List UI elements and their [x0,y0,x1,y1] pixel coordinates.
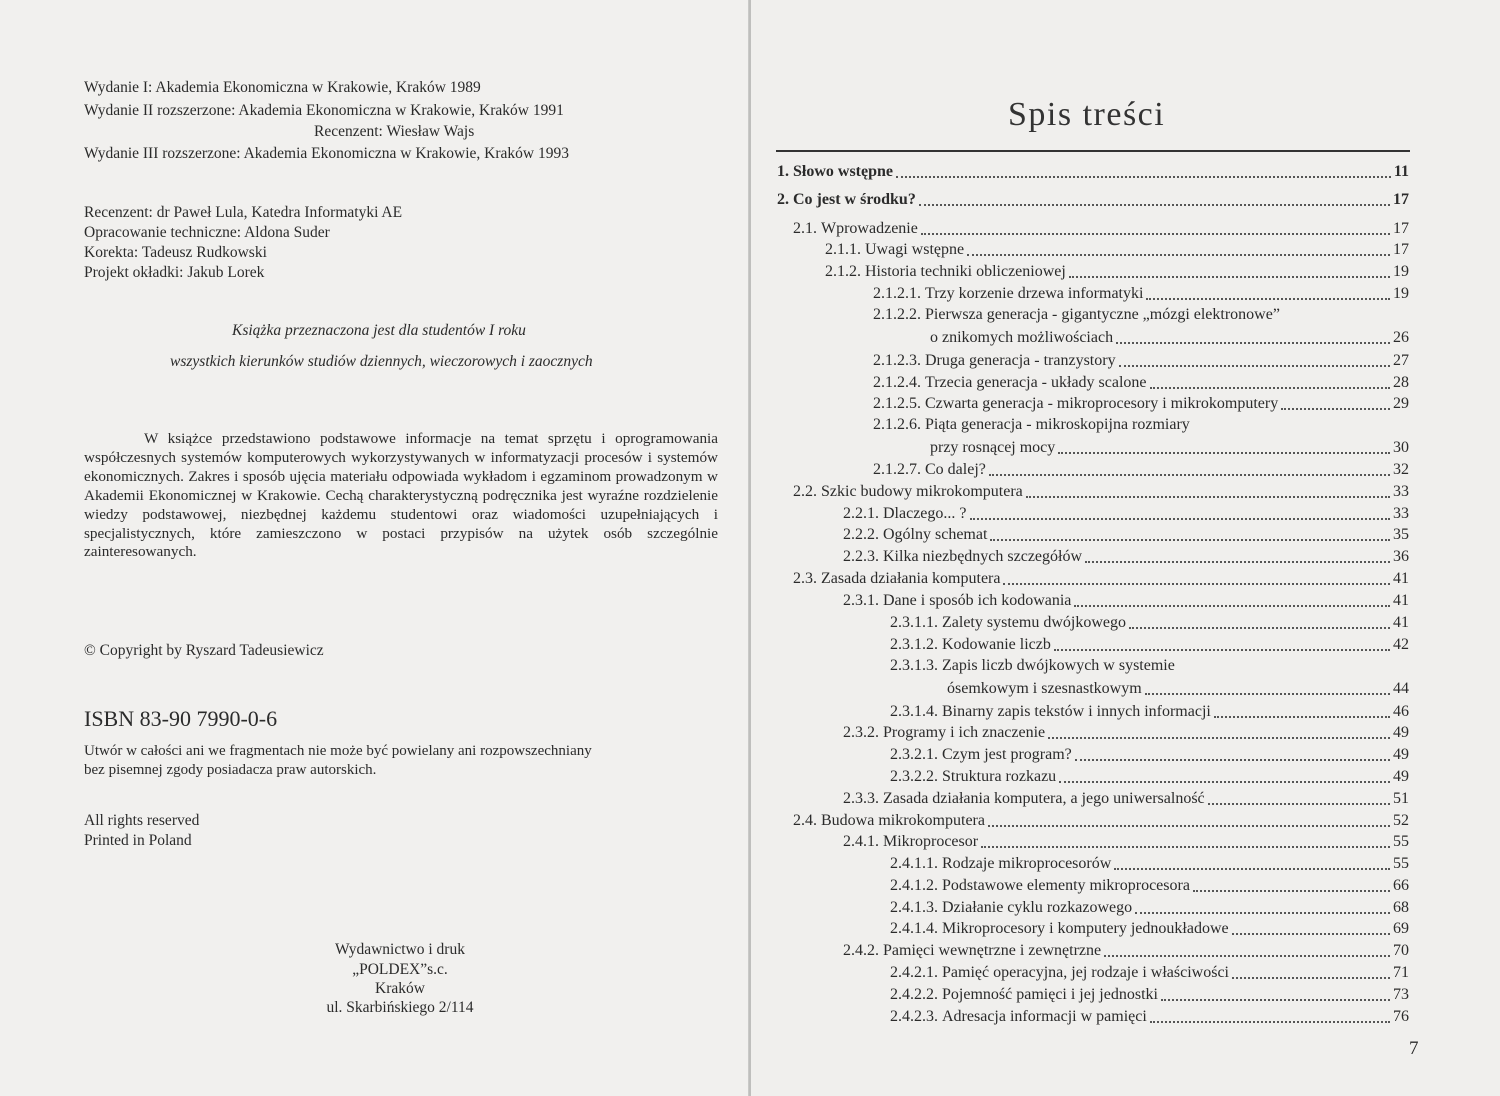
toc-entry-number: 2.3.2.1. [890,746,942,763]
toc-entry-title: Słowo wstępne [793,163,894,180]
toc-title: Spis treści [1008,96,1166,133]
toc-entry [873,371,1409,393]
toc-entry [843,721,1409,743]
edition-1: Wydanie I: Akademia Ekonomiczna w Krakowie, Kraków 1989 [84,79,481,96]
toc-entry-number: 2.4.2.2. [890,986,942,1003]
toc-page-number: 70 [1393,942,1409,959]
toc-leader-dots [1104,955,1390,957]
toc-leader-dots [1114,868,1390,870]
toc-entry [890,852,1409,874]
toc-entry-continuation: przy rosnącej mocy [930,439,1056,456]
toc-entry-title: Binarny zapis tekstów i innych informacji [942,703,1211,720]
toc-entry-title: Pamięć operacyjna, jej rodzaje i właściwości [942,964,1229,981]
toc-entry-number: 2.3. [793,570,821,587]
toc-leader-dots [1135,912,1390,914]
toc-page-number: 32 [1393,461,1409,478]
toc-page-number: 76 [1393,1008,1409,1025]
toc-page-number: 73 [1393,986,1409,1003]
toc-entry-title: Trzecia generacja - układy scalone [925,374,1147,391]
toc-entry-number: 2.1.2.1. [873,285,925,302]
toc-entry-title: Trzy korzenie drzewa informatyki [925,285,1144,302]
toc-page-number: 55 [1393,855,1409,872]
toc-entry-number: 2.1.2.7. [873,461,925,478]
toc-entry [843,830,1409,852]
toc-entry-number: 2.2. [793,483,821,500]
toc-entry [890,633,1409,655]
toc-leader-dots [1069,276,1390,278]
toc-entry [930,326,1409,348]
toc-entry-title: Kodowanie liczb [942,636,1051,653]
toc-entry-number: 2.3.1. [843,592,883,609]
toc-page-number: 41 [1393,592,1409,609]
toc-entry-title: Dane i sposób ich kodowania [883,592,1072,609]
credit-cover: Projekt okładki: Jakub Lorek [84,264,265,281]
toc-leader-dots [1003,583,1390,585]
toc-page-number: 49 [1393,768,1409,785]
toc-leader-dots [1116,342,1390,344]
toc-entry-title: Historia techniki obliczeniowej [865,263,1066,280]
toc-leader-dots [1048,737,1390,739]
toc-entry [873,458,1409,480]
toc-leader-dots [1059,781,1390,783]
audience-line-1: Książka przeznaczona jest dla studentów I roku [232,322,526,339]
edition-2: Wydanie II rozszerzone: Akademia Ekonomiczna w Krakowie, Kraków 1991 [84,102,564,119]
toc-entry-title: Wprowadzenie [821,220,918,237]
toc-entry [890,765,1409,787]
toc-page-number: 29 [1393,395,1409,412]
toc-entry-number: 2.2.1. [843,505,883,522]
toc-entry-number: 1. [777,163,793,180]
toc-leader-dots [1208,803,1390,805]
toc-entry-title: Rodzaje mikroprocesorów [942,855,1112,872]
toc-page-number: 51 [1393,790,1409,807]
toc-page-number: 52 [1393,812,1409,829]
toc-entry-title: Budowa mikrokomputera [821,812,985,829]
toc-entry-number: 2.1.2.4. [873,374,925,391]
isbn: ISBN 83-90 7990-0-6 [84,706,278,731]
toc-leader-dots [1146,298,1390,300]
credit-technical: Opracowanie techniczne: Aldona Suder [84,224,330,241]
toc-entry [793,217,1409,239]
toc-entry-number: 2. [777,191,793,208]
toc-entry-number: 2.4.2.1. [890,964,942,981]
toc-title-rule [776,150,1410,152]
left-page [0,0,749,1096]
edition-3: Wydanie III rozszerzone: Akademia Ekonomiczna w Krakowie, Kraków 1993 [84,145,569,162]
toc-leader-dots [1193,890,1390,892]
toc-entry-title: Piąta generacja - mikroskopijna rozmiary [925,416,1190,433]
toc-entry-number: 2.2.3. [843,548,883,565]
toc-entry [793,480,1409,502]
toc-entry [843,787,1409,809]
printed-in: Printed in Poland [84,832,192,849]
toc-leader-dots [1161,999,1390,1001]
toc-leader-dots [1058,452,1390,454]
toc-entry [890,961,1409,983]
toc-page-number: 11 [1393,163,1409,180]
toc-entry-number: 2.2.2. [843,526,883,543]
toc-entry [890,611,1409,633]
toc-page-number: 17 [1393,191,1409,208]
book-description: W książce przedstawiono podstawowe informacje na temat sprzętu i oprogramowania współczesnych systemów komputerowych wykorzystywanych w informatyzacji procesów i systemów ekonomicznych. Zakres i sposób ujęcia materiału odpowiada wykładom i egzaminom prowadzonym w Akademii Ekonomicznej w Krakowie. Cechą charakterystyczną podręcznika jest wyraźne rozdzielenie wiedzy podstawowej, niezbędnej każdemu studentowi oraz wiadomości uzupełniających i specjalistycznych, które zamieszczono w postaci przypisów na użytek osób szczególnie zainteresowanych. [84,430,718,561]
toc-entry-number: 2.4.2. [843,942,883,959]
toc-entry-title: Programy i ich znaczenie [883,724,1046,741]
toc-entry-title: Zalety systemu dwójkowego [942,614,1126,631]
toc-leader-dots [896,176,1391,178]
toc-leader-dots [1026,496,1390,498]
toc-entry-title: Struktura rozkazu [942,768,1057,785]
toc-leader-dots [970,518,1390,520]
toc-entry [777,188,1409,210]
toc-entry-title: Mikroprocesory i komputery jednoukładowe [942,920,1229,937]
toc-entry-title: Co dalej? [925,461,986,478]
toc-entry-number: 2.4. [793,812,821,829]
toc-page-number: 19 [1393,263,1409,280]
toc-entry-title: Pierwsza generacja - gigantyczne „mózgi elektronowe” [925,306,1280,323]
toc-entry-number: 2.3.1.4. [890,703,942,720]
toc-entry [825,238,1409,260]
toc-entry-number: 2.4.1. [843,833,883,850]
toc-leader-dots [988,825,1390,827]
toc-entry [890,896,1409,918]
toc-leader-dots [989,474,1390,476]
toc-entry [843,523,1409,545]
toc-page-number: 30 [1393,439,1409,456]
toc-entry-number: 2.1.2. [825,263,865,280]
toc-leader-dots [1119,365,1390,367]
toc-leader-dots [1232,933,1390,935]
toc-leader-dots [919,204,1390,206]
toc-page-number: 19 [1393,285,1409,302]
toc-entry [890,917,1409,939]
toc-leader-dots [1281,408,1390,410]
toc-entry-heading [873,305,1280,325]
toc-entry-number: 2.3.2. [843,724,883,741]
toc-page-number: 28 [1393,374,1409,391]
toc-page-number: 17 [1393,220,1409,237]
toc-entry-title: Uwagi wstępne [865,241,965,258]
toc-page-number: 26 [1393,329,1409,346]
toc-entry [843,589,1409,611]
toc-entry [890,743,1409,765]
toc-entry-number: 2.3.3. [843,790,883,807]
all-rights-reserved: All rights reserved [84,812,200,829]
toc-entry [873,282,1409,304]
publisher-line-2: „POLDEX”s.c. [352,961,448,978]
publisher-line-3: Kraków [375,980,425,997]
toc-page-number: 69 [1393,920,1409,937]
toc-entry-number: 2.3.1.1. [890,614,942,631]
toc-entry [843,545,1409,567]
publisher-line-4: ul. Skarbińskiego 2/114 [326,999,474,1016]
toc-page-number: 33 [1393,505,1409,522]
toc-entry-title: Pamięci wewnętrzne i zewnętrzne [883,942,1102,959]
toc-entry-number: 2.1.2.6. [873,416,925,433]
toc-page-number: 42 [1393,636,1409,653]
toc-entry-title: Czwarta generacja - mikroprocesory i mikrokomputery [925,395,1279,412]
toc-page-number: 33 [1393,483,1409,500]
toc-entry [873,349,1409,371]
toc-entry [890,874,1409,896]
toc-leader-dots [990,539,1390,541]
toc-entry-title: Dlaczego... ? [883,505,967,522]
toc-entry-title: Zasada działania komputera [821,570,1001,587]
toc-entry-title: Szkic budowy mikrokomputera [821,483,1023,500]
toc-entry [890,983,1409,1005]
toc-entry-title: Zapis liczb dwójkowych w systemie [942,657,1175,674]
toc-leader-dots [1145,693,1390,695]
toc-entry-number: 2.4.1.4. [890,920,942,937]
toc-page-number: 49 [1393,746,1409,763]
toc-page-number: 35 [1393,526,1409,543]
toc-leader-dots [921,233,1390,235]
toc-entry [930,436,1409,458]
toc-entry-heading [873,415,1190,435]
page-number: 7 [1409,1038,1419,1059]
toc-page-number: 46 [1393,703,1409,720]
toc-entry [873,392,1409,414]
toc-entry-number: 2.1.2.2. [873,306,925,323]
rights-notice-2: bez pisemnej zgody posiadacza praw autorskich. [84,762,377,778]
credit-proofreading: Korekta: Tadeusz Rudkowski [84,244,267,261]
toc-page-number: 71 [1393,964,1409,981]
audience-line-2: wszystkich kierunków studiów dziennych, wieczorowych i zaocznych [170,353,593,370]
toc-entry [793,567,1409,589]
toc-entry [890,1005,1409,1027]
toc-entry-title: Zasada działania komputera, a jego uniwersalność [883,790,1205,807]
toc-entry [947,677,1409,699]
publisher-line-1: Wydawnictwo i druk [335,941,465,958]
toc-page-number: 66 [1393,877,1409,894]
toc-entry-number: 2.3.1.3. [890,657,942,674]
toc-entry-number: 2.4.1.2. [890,877,942,894]
toc-page-number: 44 [1393,680,1409,697]
toc-entry-title: Czym jest program? [942,746,1072,763]
toc-entry [890,700,1409,722]
toc-entry-title: Co jest w środku? [793,191,916,208]
toc-leader-dots [1214,716,1390,718]
toc-entry-heading [890,656,1175,676]
toc-entry-number: 2.1.2.5. [873,395,925,412]
toc-leader-dots [981,846,1390,848]
toc-page-number: 41 [1393,614,1409,631]
toc-leader-dots [967,254,1390,256]
toc-entry-title: Działanie cyklu rozkazowego [942,899,1133,916]
toc-entry-number: 2.4.1.1. [890,855,942,872]
toc-entry-title: Podstawowe elementy mikroprocesora [942,877,1190,894]
toc-entry-number: 2.3.2.2. [890,768,942,785]
toc-entry [825,260,1409,282]
toc-entry [843,502,1409,524]
toc-entry-continuation: ósemkowym i szesnastkowym [947,680,1142,697]
toc-page-number: 17 [1393,241,1409,258]
toc-entry-number: 2.4.2.3. [890,1008,942,1025]
toc-page-number: 27 [1393,352,1409,369]
toc-entry-number: 2.3.1.2. [890,636,942,653]
toc-page-number: 55 [1393,833,1409,850]
toc-leader-dots [1085,561,1390,563]
toc-entry-number: 2.1. [793,220,821,237]
toc-entry-number: 2.4.1.3. [890,899,942,916]
copyright-notice: © Copyright by Ryszard Tadeusiewicz [84,642,324,659]
rights-notice-1: Utwór w całości ani we fragmentach nie może być powielany ani rozpowszechniany [84,743,592,759]
toc-leader-dots [1150,1021,1390,1023]
toc-page-number: 36 [1393,548,1409,565]
toc-page-number: 41 [1393,570,1409,587]
toc-entry-continuation: o znikomych możliwościach [930,329,1114,346]
toc-leader-dots [1129,627,1390,629]
toc-entry-title: Mikroprocesor [883,833,979,850]
toc-entry-title: Pojemność pamięci i jej jednostki [942,986,1158,1003]
toc-leader-dots [1232,977,1390,979]
toc-entry [777,160,1409,182]
toc-page-number: 68 [1393,899,1409,916]
toc-leader-dots [1150,387,1390,389]
edition-2-reviewer: Recenzent: Wiesław Wajs [314,123,475,140]
toc-entry-title: Adresacja informacji w pamięci [942,1008,1147,1025]
toc-entry [793,809,1409,831]
toc-entry-number: 2.1.1. [825,241,865,258]
toc-page-number: 49 [1393,724,1409,741]
toc-leader-dots [1075,759,1390,761]
toc-leader-dots [1074,605,1390,607]
toc-leader-dots [1054,649,1390,651]
toc-entry-title: Ogólny schemat [883,526,988,543]
toc-entry-title: Kilka niezbędnych szczegółów [883,548,1083,565]
toc-entry [843,939,1409,961]
credit-reviewer: Recenzent: dr Paweł Lula, Katedra Informatyki AE [84,204,403,221]
toc-entry-title: Druga generacja - tranzystory [925,352,1116,369]
toc-entry-number: 2.1.2.3. [873,352,925,369]
